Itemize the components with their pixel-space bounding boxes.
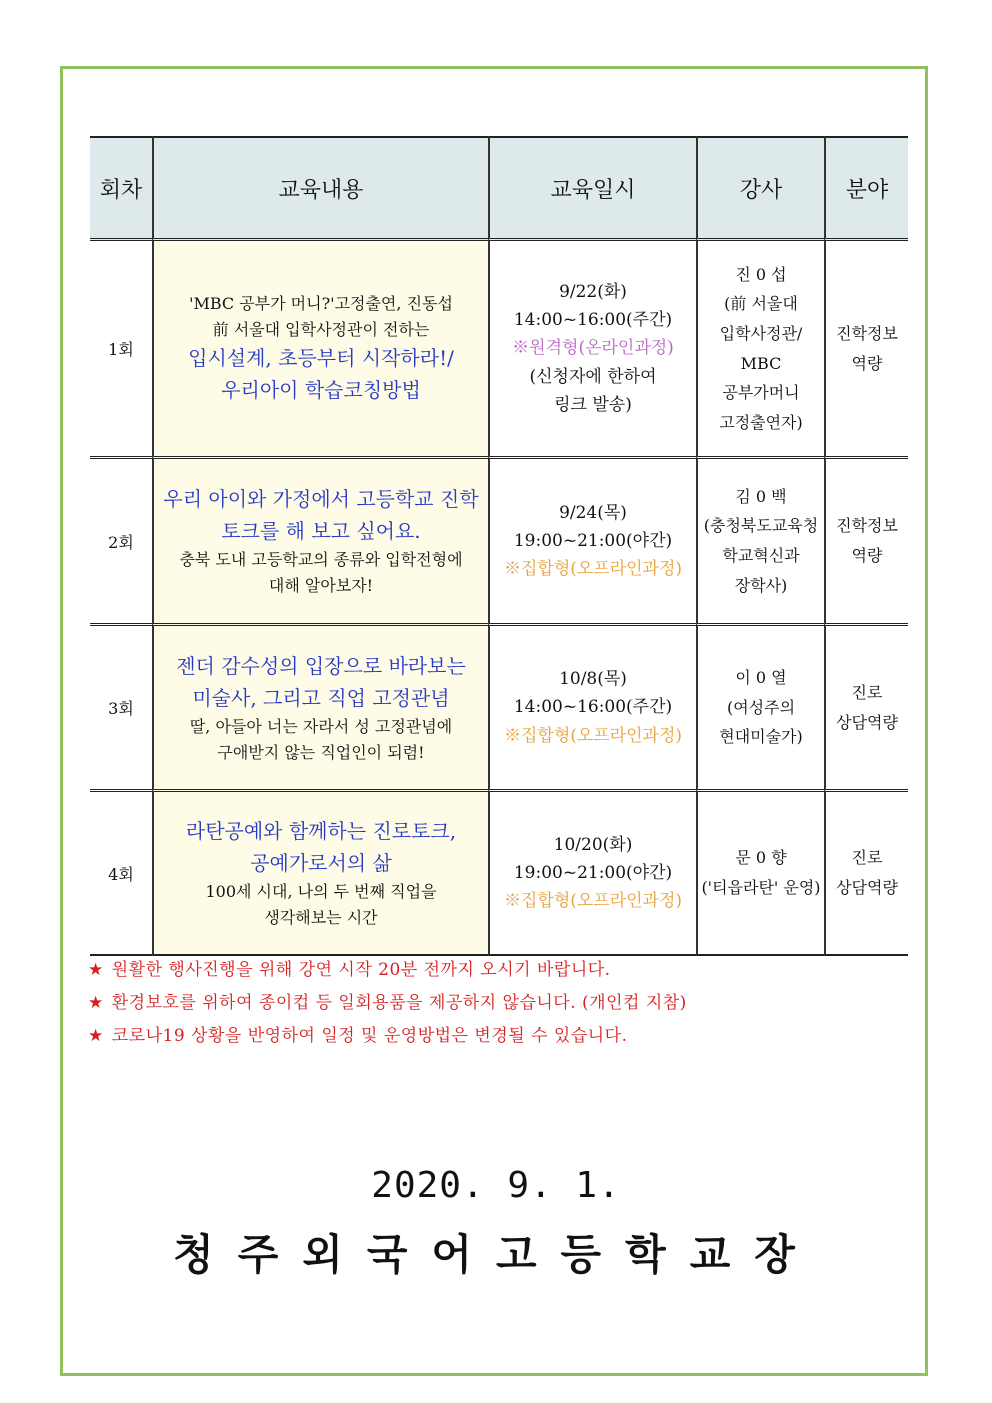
field-cell	[824, 459, 908, 626]
header-round: 회차	[90, 136, 152, 241]
time-text: 14:00~16:00(주간)	[513, 310, 673, 331]
time-text: 19:00~21:00(야간)	[513, 530, 673, 551]
notice-text: 코로나19 상황을 반영하여 일정 및 운영방법은 변경될 수 있습니다.	[111, 1026, 628, 1046]
field-line: 진학정보	[836, 323, 898, 343]
instructor-line: 장학사)	[734, 575, 788, 595]
table-row	[90, 459, 908, 626]
content-title: 토크를 해 보고 싶어요.	[221, 519, 421, 544]
datetime-cell	[488, 241, 696, 459]
content-title: 입시설계, 초등부터 시작하라!/	[188, 346, 454, 371]
field-cell	[824, 792, 908, 956]
content-line: 'MBC 공부가 머니?'고정출연, 진동섭	[189, 293, 453, 313]
datetime-cell	[488, 792, 696, 956]
star-icon: ★	[88, 1026, 104, 1046]
extra-text: (신청자에 한하여	[529, 366, 657, 387]
schedule-table	[90, 136, 908, 956]
date-text: 10/8(목)	[559, 669, 627, 690]
instructor-cell	[696, 792, 824, 956]
instructor-cell	[696, 241, 824, 459]
field-line: 진로	[851, 848, 883, 868]
content-title: 공예가로서의 삶	[250, 851, 392, 876]
instructor-line: 입학사정관/	[719, 323, 803, 343]
instructor-line: (前 서울대	[724, 294, 798, 314]
instructor-line: 문 0 향	[735, 848, 787, 868]
field-cell	[824, 241, 908, 459]
notice-item	[88, 958, 687, 991]
date-text: 9/24(목)	[559, 502, 627, 523]
mode-text: ※원격형(온라인과정)	[512, 338, 674, 359]
content-cell	[152, 459, 488, 626]
content-line: 구애받지 않는 직업인이 되렴!	[217, 742, 425, 762]
content-line: 충북 도내 고등학교의 종류와 입학전형에	[179, 550, 463, 570]
instructor-line: MBC	[740, 353, 782, 373]
extra-text: 링크 발송)	[554, 394, 632, 415]
star-icon: ★	[88, 993, 104, 1013]
table-row	[90, 241, 908, 459]
header-field: 분야	[824, 136, 908, 241]
content-cell	[152, 626, 488, 792]
round-cell: 2회	[90, 459, 152, 626]
header-instructor: 강사	[696, 136, 824, 241]
round-cell: 3회	[90, 626, 152, 792]
instructor-line: ('티읍라탄' 운영)	[701, 878, 821, 897]
notice-item	[88, 1024, 687, 1057]
header-content: 교육내용	[152, 136, 488, 241]
instructor-line: (충청북도교육청	[703, 516, 819, 536]
mode-text: ※집합형(오프라인과정)	[503, 559, 683, 580]
instructor-line: 현대미술가)	[719, 727, 803, 747]
field-line: 역량	[851, 353, 883, 373]
round-cell: 1회	[90, 241, 152, 459]
notice-list	[88, 958, 687, 1057]
notice-item	[88, 991, 687, 1024]
field-line: 역량	[851, 546, 883, 565]
table-header-row	[90, 136, 908, 241]
instructor-cell	[696, 626, 824, 792]
field-line: 상담역량	[836, 878, 898, 897]
issue-date: 2020. 9. 1.	[371, 1165, 621, 1206]
content-title: 우리 아이와 가정에서 고등학교 진학	[163, 487, 479, 512]
instructor-line: 김 0 백	[735, 486, 787, 506]
field-line: 진로	[851, 682, 883, 702]
content-cell	[152, 792, 488, 956]
content-cell	[152, 241, 488, 459]
date-text: 9/22(화)	[559, 282, 627, 303]
field-cell	[824, 626, 908, 792]
content-line: 대해 알아보자!	[268, 576, 374, 595]
instructor-line: 고정출연자)	[719, 412, 803, 432]
field-line: 진학정보	[836, 516, 898, 536]
instructor-line: (여성주의	[726, 697, 796, 717]
content-title: 우리아이 학습코칭방법	[221, 378, 421, 403]
signatory: 청주외국어고등학교장	[173, 1230, 819, 1279]
content-title: 젠더 감수성의 입장으로 바라보는	[176, 653, 466, 678]
star-icon: ★	[88, 960, 104, 980]
instructor-line: 이 0 열	[735, 668, 787, 688]
instructor-cell	[696, 459, 824, 626]
date-text: 10/20(화)	[553, 834, 633, 855]
round-cell: 4회	[90, 792, 152, 956]
datetime-cell	[488, 459, 696, 626]
table-row	[90, 792, 908, 956]
datetime-cell	[488, 626, 696, 792]
content-line: 前 서울대 입학사정관이 전하는	[212, 319, 430, 339]
content-title: 미술사, 그리고 직업 고정관념	[192, 685, 450, 710]
time-text: 19:00~21:00(야간)	[513, 862, 673, 883]
table-row	[90, 626, 908, 792]
instructor-line: 진 0 섭	[735, 264, 787, 284]
header-datetime: 교육일시	[488, 136, 696, 241]
notice-text: 원활한 행사진행을 위해 강연 시작 20분 전까지 오시기 바랍니다.	[111, 960, 611, 980]
content-line: 100세 시대, 나의 두 번째 직업을	[205, 882, 437, 902]
notice-text: 환경보호를 위하여 종이컵 등 일회용품을 제공하지 않습니다. (개인컵 지참)	[111, 993, 687, 1013]
field-line: 상담역량	[836, 712, 898, 732]
content-line: 딸, 아들아 너는 자라서 성 고정관념에	[189, 716, 453, 736]
instructor-line: 공부가머니	[722, 383, 800, 403]
time-text: 14:00~16:00(주간)	[513, 697, 673, 718]
mode-text: ※집합형(오프라인과정)	[503, 725, 683, 746]
content-line: 생각해보는 시간	[264, 908, 378, 927]
mode-text: ※집합형(오프라인과정)	[503, 891, 683, 912]
instructor-line: 학교혁신과	[722, 546, 800, 565]
content-title: 라탄공예와 함께하는 진로토크,	[185, 819, 457, 844]
